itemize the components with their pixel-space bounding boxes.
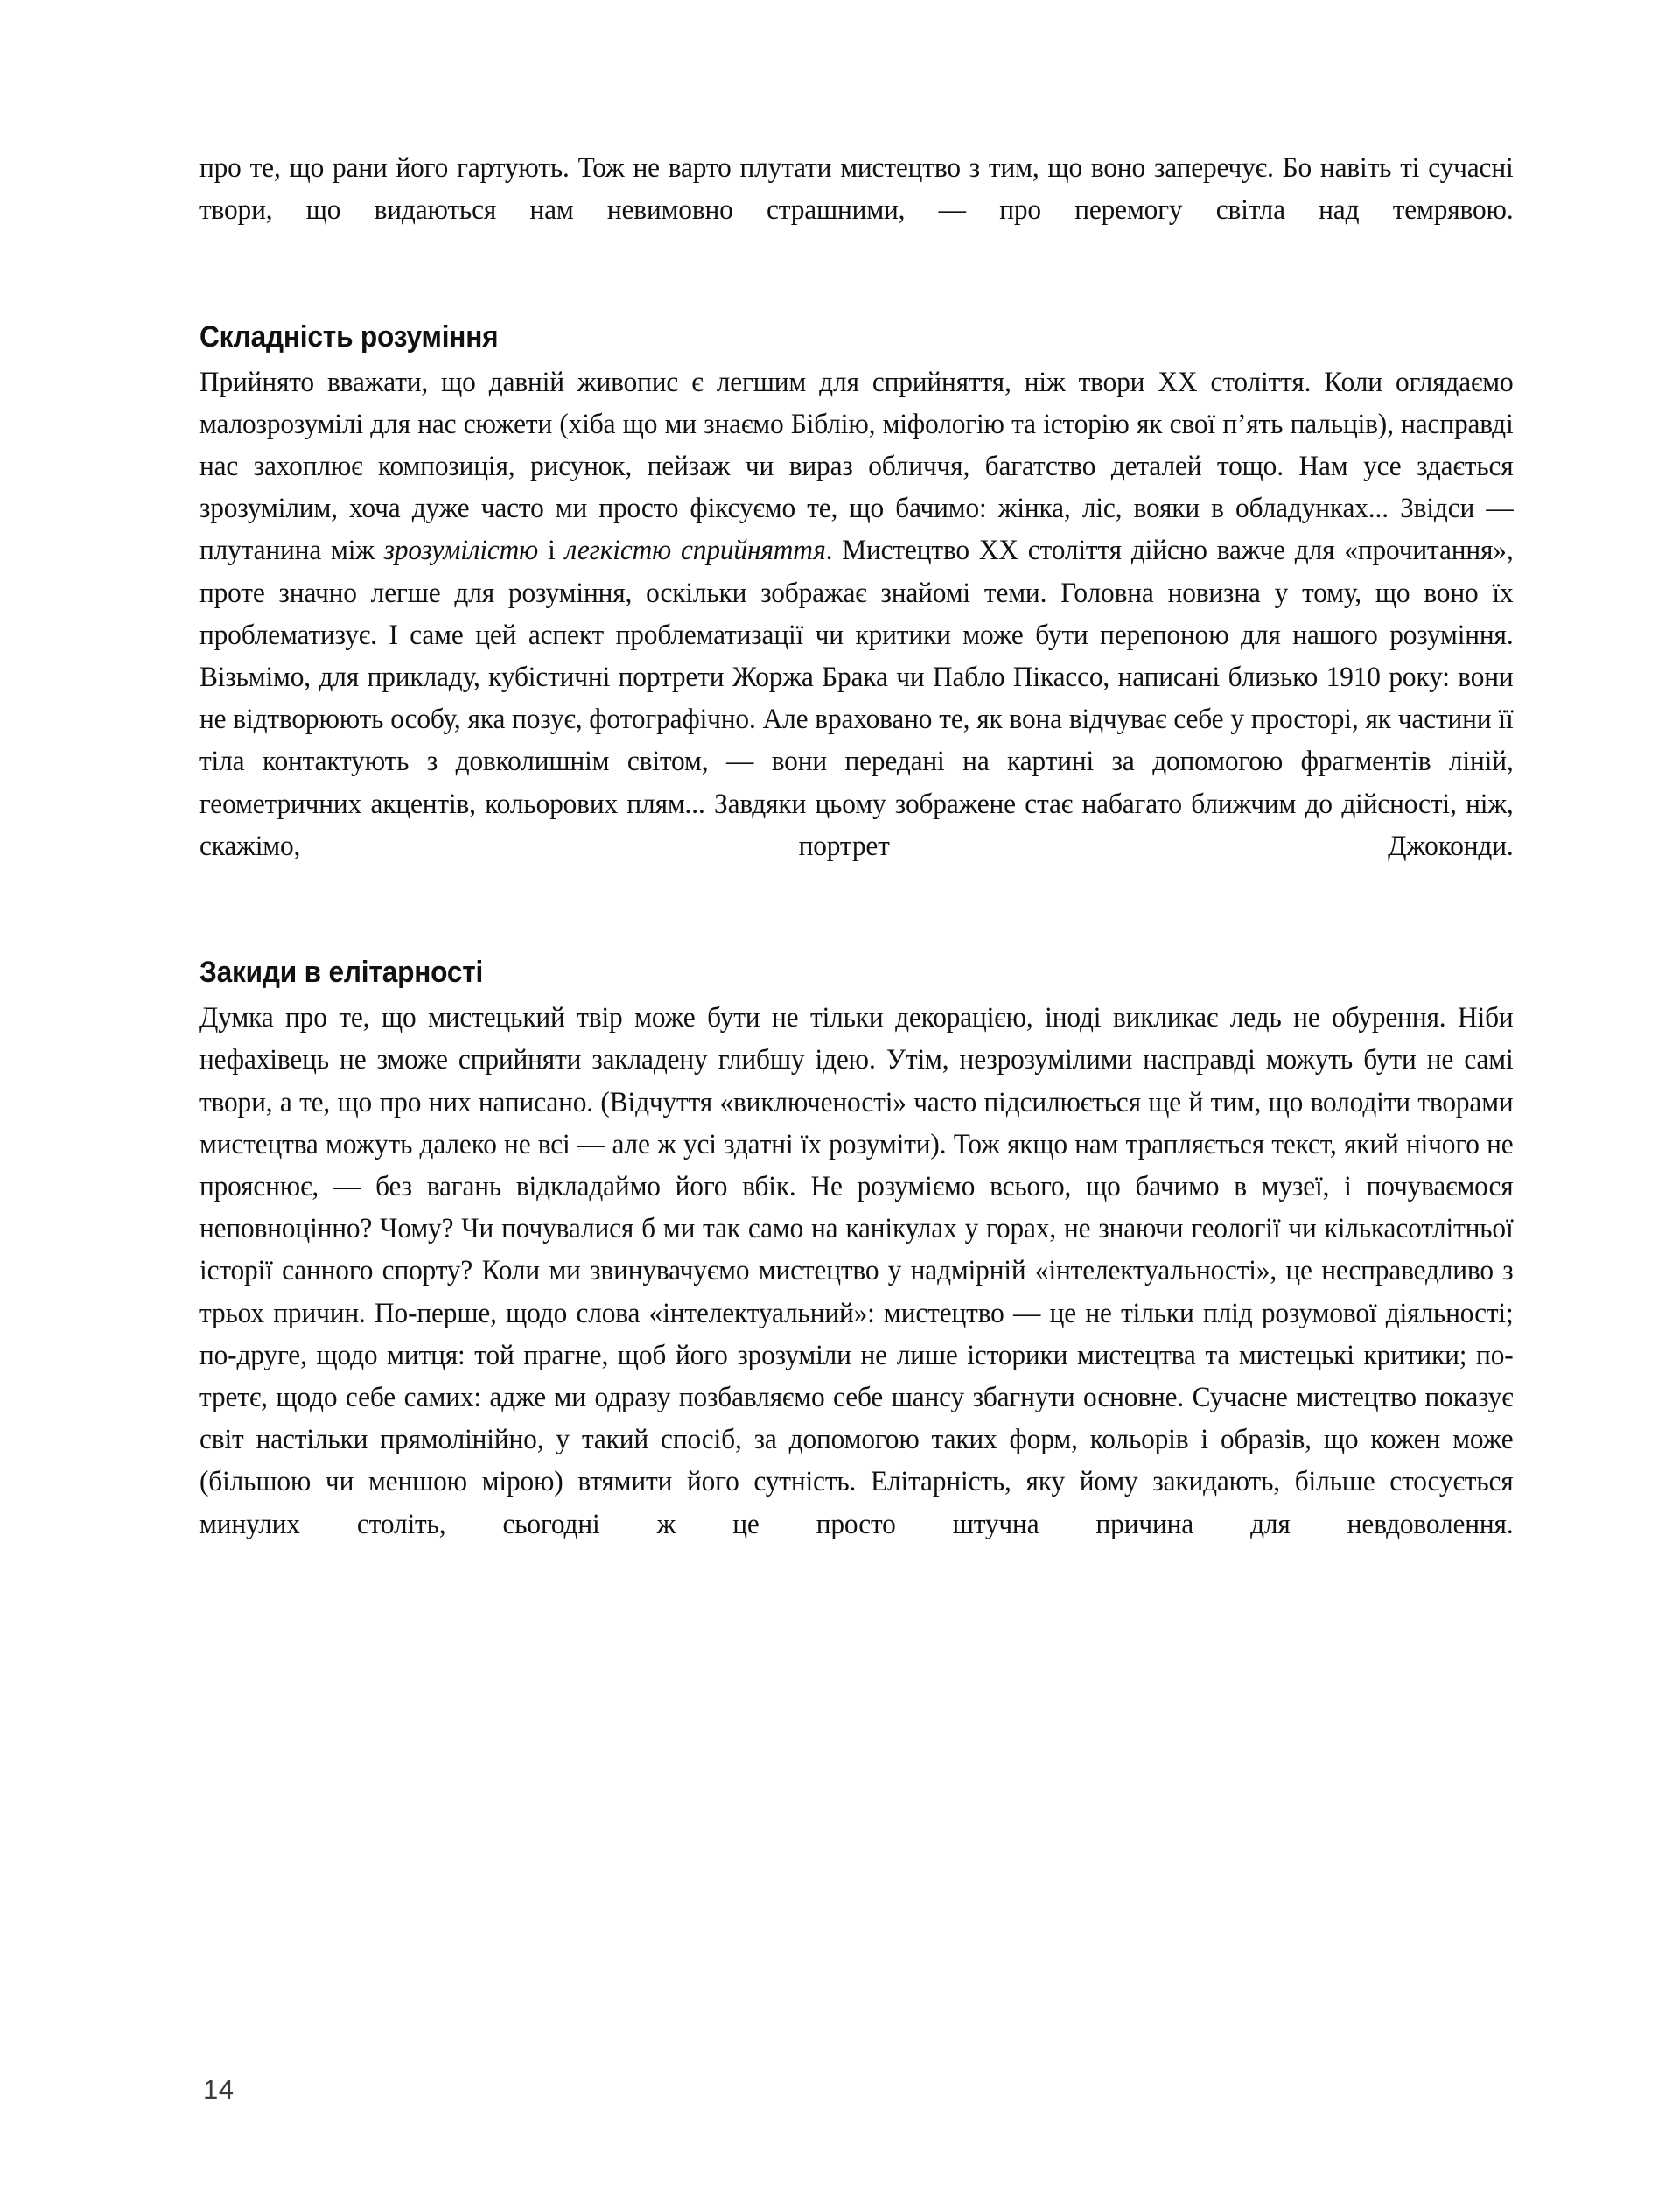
emphasis-legkistyu-spryynyattya: легкістю сприйняття	[564, 535, 826, 567]
page-content-column	[200, 147, 1514, 1588]
spacer	[200, 909, 1514, 953]
emphasis-zrozumilistyu: зрозумілістю	[383, 535, 539, 567]
paragraph-zakydy-v-elitarnosti: Думка про те, що мистецький твір може бути не тільки декорацією, іноді викликає ледь не обурення. Ніби нефахівець не зможе сприйняти закладену глибшу ідею. Утім, незрозумілими насправді можуть бути не самі твори, а те, що про них написано. (Відчуття «виключеності» часто підсилюється ще й тим, що володіти творами мистецтва можуть далеко не всі — але ж усі здатні їх розуміти). Тож якщо нам трапляється текст, який нічого не прояснює, — без вагань відкладаймо його вбік. Не розуміємо всього, що бачимо в музеї, і почуваємося неповноцінно? Чому? Чи почувалися б ми так само на канікулах у горах, не знаючи геології чи кількасотлітньої історії санного спорту? Коли ми звинувачуємо мистецтво у надмірній «інтелектуальності», це несправедливо з трьох причин. По-перше, щодо слова «інтелектуальний»: мистецтво — це не тільки плід розумової діяльності; по-друге, щодо митця: той прагне, щоб його зрозуміли не лише історики мистецтва та мистецькі критики; по-третє, щодо себе самих: адже ми одразу позбавляємо себе шансу збагнути основне. Сучасне мистецтво показує світ настільки прямолінійно, у такий спосіб, за допомогою таких форм, кольорів і образів, що кожен може (більшою чи меншою мірою) втямити його сутність. Елітарність, яку йому закидають, більше стосується минулих століть, сьогодні ж це просто штучна причина для невдоволення.	[200, 1002, 1514, 1540]
text-run: і	[538, 535, 565, 567]
text-run: Прийнято вважати, що давній живопис є легшим для сприйняття, ніж твори XX століття. Коли оглядаємо малозрозумілі для нас сюжети (хіба що ми знаємо Біблію, міфологію та історію як свої п’ять пальців), насправді нас захоплює композиція, рисунок, пейзаж чи вираз обличчя, багатство деталей тощо. Нам усе здається зрозумілим, хоча дуже часто ми просто фіксуємо те, що бачимо: жінка, ліс, вояки в обладунках... Звідси — плутанина між	[200, 366, 1514, 567]
spacer	[200, 274, 1514, 318]
paragraph-continued-opening: про те, що рани його гартують. Тож не варто плутати мистецтво з тим, що воно заперечує. Бо навіть ті сучасні твори, що видаються нам невимовно страшними, — про перемогу світла над темрявою.	[200, 152, 1514, 227]
page-number: 14	[203, 2074, 234, 2105]
paragraph-skladnist-rozuminnya	[200, 361, 1514, 910]
heading-zakydy-v-elitarnosti: Закиди в елітарності	[200, 956, 484, 990]
text-run: . Мистецтво XX століття дійсно важче для «прочитання», проте значно легше для розуміння, оскільки зображає знайомі теми. Головна новизна у тому, що воно їх проблематизує. І саме цей аспект проблематизації чи критики може бути перепоною для нашого розуміння. Візьмімо, для прикладу, кубістичні портрети Жоржа Брака чи Пабло Пікассо, написані близько 1910 року: вони не відтворюють особу, яка позує, фотографічно. Але враховано те, як вона відчуває себе у просторі, як частини її тіла контактують з довколишнім світом, — вони передані на картині за допомогою фрагментів ліній, геометричних акцентів, кольорових плям... Завдяки цьому зображене стає набагато ближчим до дійсності, ніж, скажімо, портрет Джоконди.	[200, 535, 1514, 862]
heading-skladnist-rozuminnya: Складність розуміння	[200, 319, 499, 354]
